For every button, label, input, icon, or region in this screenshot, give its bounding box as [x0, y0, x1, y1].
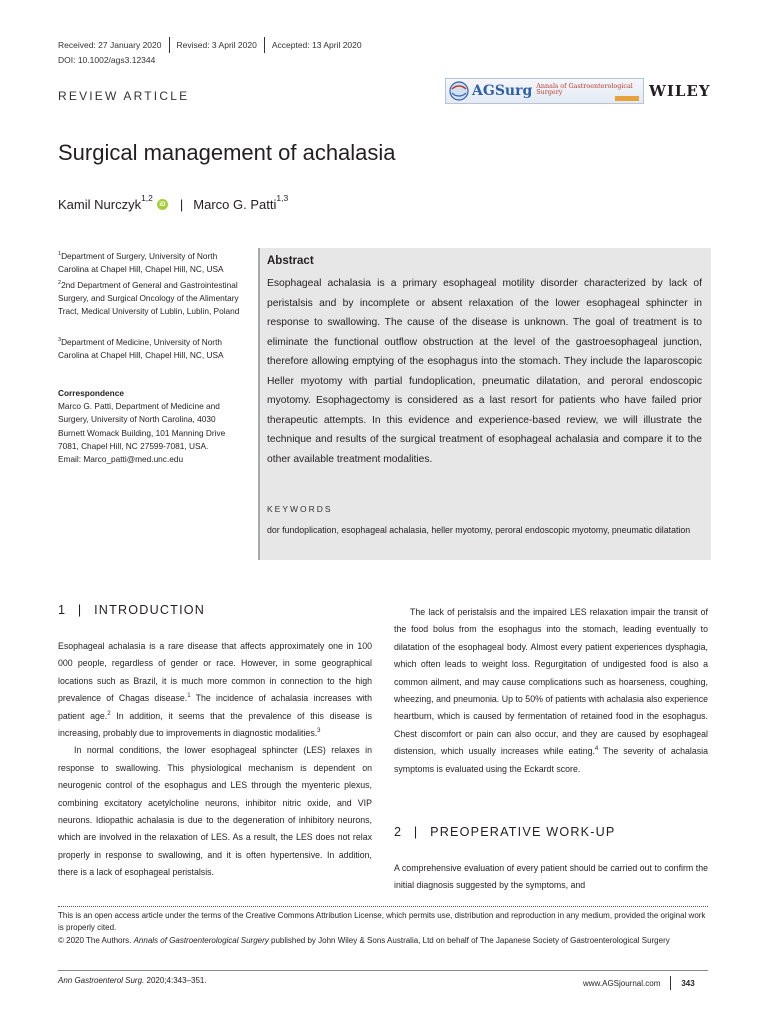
citation-ref[interactable]: 3: [317, 728, 321, 735]
footer-rule: [58, 970, 708, 971]
copyright-text: published by John Wiley & Sons Australia, Ltd on behalf of The Japanese Society of Gastroenterological Surgery: [268, 936, 670, 945]
correspondence-text: Marco G. Patti, Department of Medicine and Surgery, University of North Carolina, 4030 Burnett Womack Building, 101 Manning Drive 7081, Chapel Hill, NC 27599-7081, USA.: [58, 401, 226, 451]
affiliation-number: 3: [58, 337, 62, 343]
affiliation-number: 1: [58, 251, 62, 257]
revised-date: Revised: 3 April 2020: [176, 40, 257, 50]
citation-ref[interactable]: 2: [107, 710, 111, 717]
citation-ref[interactable]: 4: [594, 746, 599, 753]
paragraph-text: The lack of peristalsis and the impaired LES relaxation impair the transit of the food bolus from the esophagus into the stomach, leading eventually to dilatation of the esophageal body. Almost every patient experiences dysphagia, which often leads to weight loss. Regurgitation of undigested food is also a common ailment, and may cause complications such as hoarseness, coughing, wheezing, and pneumonia. Up to 50% of patients with achalasia also experience heartburn, which is caused by fermentation of retained food in the esophagus. Chest discomfort or pain can also occur, and they are caused by esophageal distension, which usually increases while eating.: [394, 607, 708, 757]
section-title: PREOPERATIVE WORK-UP: [430, 825, 616, 839]
author-list: [58, 193, 289, 212]
affiliation-text: Department of Surgery, University of North Carolina at Chapel Hill, Chapel Hill, NC, USA: [58, 250, 224, 274]
citation-journal: Ann Gastroenterol Surg.: [58, 976, 145, 985]
paragraph: [394, 604, 708, 778]
affiliation-text: Department of Medicine, University of North Carolina at Chapel Hill, Chapel Hill, NC, USA: [58, 336, 224, 360]
divider: [264, 37, 265, 53]
section-heading: [394, 825, 616, 839]
abstract-heading: Abstract: [267, 255, 314, 267]
doi[interactable]: DOI: 10.1002/ags3.12344: [58, 55, 156, 65]
footer-divider: [58, 906, 708, 907]
affiliation: [58, 277, 243, 318]
author-affiliation-ref: 1,3: [276, 193, 289, 203]
license-note: This is an open access article under the terms of the Creative Commons Attribution License, which permits use, distribution and reproduction in any medium, provided the original work is properly cited.: [58, 911, 706, 932]
logo-subtext: Annals of Gastroenterological Surgery: [536, 81, 633, 96]
article-title: Surgical management of achalasia: [58, 140, 396, 165]
paragraph-text: The incidence of achalasia increases with patient age.: [58, 693, 372, 721]
affiliation-text: 2nd Department of General and Gastrointestinal Surgery, and Surgical Oncology of the Alimentary Tract, Medical University of Lublin, Lublin, Poland: [58, 279, 240, 317]
citation-ref[interactable]: 1: [187, 693, 191, 700]
abstract-text: Esophageal achalasia is a primary esophageal motility disorder characterized by lack of peristalsis and by incomplete or absent relaxation of the lower esophageal sphincter in response to swallowing. The cause of the disease is unknown. The goal of treatment is to eliminate the functional outflow obstruction at the level of the gastroesophageal junction, therefore allowing emptying of the esophagus into the stomach. They include the laparoscopic Heller myotomy with partial fundoplication, pneumatic dilatation, and peroral endoscopic myotomy. Esophagectomy is considered as a last resort for patients who have failed prior therapeutic attempts. In this evidence and experience-based review, we will illustrate the technique and results of the surgical treatment of esophageal achalasia and compare it to the other available treatment modalities.: [267, 278, 702, 465]
affiliation-number: 2: [58, 280, 62, 286]
section-heading: [58, 603, 205, 617]
journal-name: Annals of Gastroenterological Surgery: [133, 936, 269, 945]
keywords-heading: KEYWORDS: [267, 504, 333, 514]
citation: [58, 976, 207, 985]
correspondence-heading: Correspondence: [58, 388, 124, 398]
divider: [169, 37, 170, 53]
paragraph-text: Esophageal achalasia is a rare disease that affects approximately one in 100 000 people, regardless of gender or race. However, in some geographical locations such as Brazil, it is much more common in connection to the high prevalence of Chagas disease.: [58, 641, 372, 704]
journal-logo[interactable]: [445, 78, 644, 104]
citation-details: 2020;4:343–351.: [144, 976, 207, 985]
author-affiliation-ref: 1,2: [141, 193, 153, 203]
section-number: 2: [394, 825, 403, 839]
copyright-note: [58, 935, 708, 947]
correspondence-email[interactable]: Email: Marco_patti@med.unc.edu: [58, 454, 184, 465]
article-type: REVIEW ARTICLE: [58, 89, 190, 103]
divider: [670, 976, 671, 990]
author-separator: |: [179, 197, 184, 212]
footer-right: [583, 976, 695, 990]
paragraph-text: The severity of achalasia symptoms is evaluated using the Eckardt score.: [394, 746, 708, 774]
author-name[interactable]: Marco G. Patti: [193, 197, 277, 212]
copyright-text: © 2020 The Authors.: [58, 936, 134, 945]
right-column: [394, 604, 708, 778]
orcid-icon[interactable]: iD: [157, 199, 168, 210]
affiliation: [58, 248, 243, 276]
globe-icon: [448, 80, 470, 102]
publisher-logo[interactable]: WILEY: [649, 82, 711, 100]
author-name[interactable]: Kamil Nurczyk: [58, 197, 142, 212]
paragraph: [58, 638, 372, 742]
affiliation: [58, 334, 243, 362]
paragraph: In normal conditions, the lower esophageal sphincter (LES) relaxes in response to swallowing. This physiological mechanism is dependent on neurogenic control of the esophagus and LES through the myenteric plexus, combining excitatory acetylcholine neurons, inhibitor nitric oxide, and VIP neurons. Idiopathic achalasia is due to the degeneration of inhibitory neurons, which are involved in the relaxation of LES. As a result, the LES does not relax properly in response to swallowing, and it is often hypertensive. In addition, there is a lack of esophageal peristalsis.: [58, 745, 372, 878]
accepted-date: Accepted: 13 April 2020: [271, 40, 362, 50]
page-number: 343: [681, 978, 695, 988]
paragraph-text: In addition, it seems that the prevalence of this disease is increasing, probably due to improvements in diagnostic modalities.: [58, 710, 372, 739]
received-date: Received: 27 January 2020: [58, 40, 162, 50]
left-column: [58, 638, 372, 882]
logo-badge: [615, 96, 639, 101]
correspondence: [58, 387, 243, 466]
keywords-list: dor fundoplication, esophageal achalasia, heller myotomy, peroral endoscopic myotomy, pneumatic dilatation: [267, 525, 691, 535]
paragraph: A comprehensive evaluation of every patient should be carried out to confirm the initial diagnosis suggested by the symptoms, and: [394, 863, 708, 891]
logo-text: AGSurg: [472, 83, 533, 99]
article-dates: [58, 37, 362, 53]
journal-website-link[interactable]: www.AGSjournal.com: [583, 978, 661, 988]
section-title: INTRODUCTION: [94, 603, 206, 617]
section-separator: |: [77, 603, 83, 617]
section-number: 1: [58, 603, 67, 617]
section-separator: |: [413, 825, 419, 839]
